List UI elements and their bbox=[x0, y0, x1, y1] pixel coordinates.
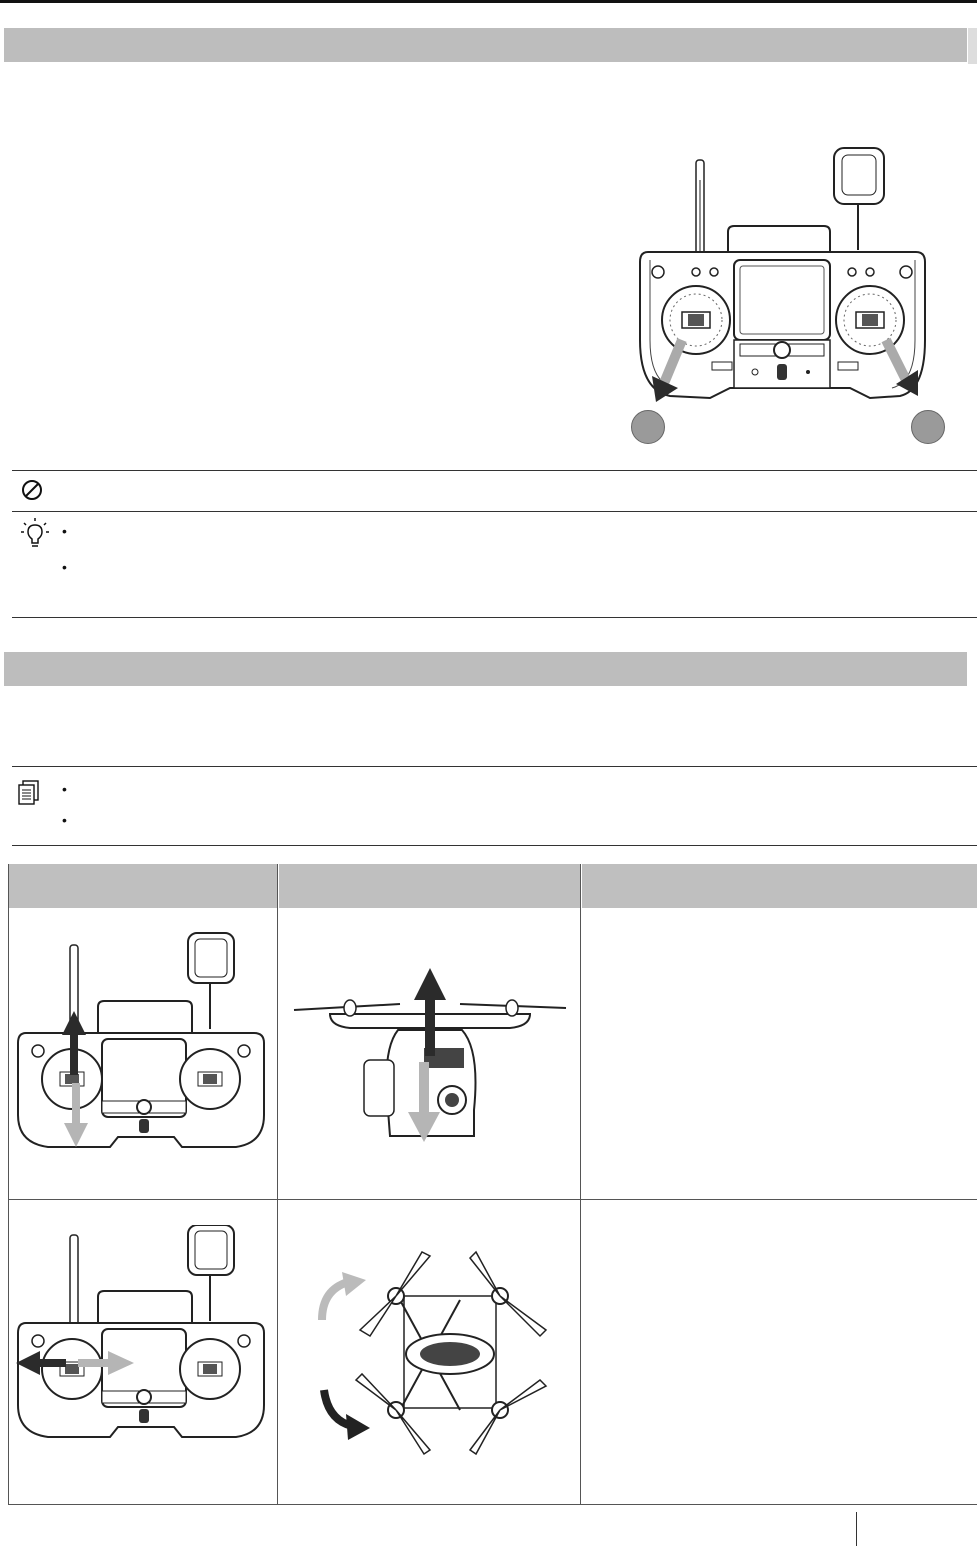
marker-circle-right bbox=[911, 410, 945, 444]
warning-top-rule bbox=[12, 470, 977, 471]
tip-bullet-2: • bbox=[62, 559, 67, 575]
drone-yaw-rotate bbox=[300, 1250, 560, 1460]
table-header-description bbox=[582, 864, 977, 908]
note-bullet-1: • bbox=[62, 781, 67, 797]
controller-left-stick-left-right bbox=[14, 1225, 270, 1455]
top-rule bbox=[0, 0, 977, 3]
marker-circle-left bbox=[631, 410, 665, 444]
section-1-header bbox=[4, 28, 967, 62]
table-col-divider-2 bbox=[580, 864, 581, 1505]
table-col-divider-1 bbox=[277, 864, 278, 1505]
controller-left-stick-up-down bbox=[14, 925, 270, 1155]
footer-separator bbox=[856, 1512, 857, 1546]
drone-ascend-descend bbox=[290, 960, 570, 1145]
note-bottom-rule bbox=[12, 845, 977, 846]
table-row-divider bbox=[8, 1199, 977, 1200]
tip-bottom-rule bbox=[12, 617, 977, 618]
document-note-icon bbox=[18, 780, 40, 806]
table-header-controller bbox=[9, 864, 277, 908]
section-2-header bbox=[4, 652, 967, 686]
section-1-header-edge bbox=[968, 28, 977, 64]
row-1-description bbox=[596, 925, 966, 945]
table-header-aircraft bbox=[279, 864, 580, 908]
note-top-rule bbox=[12, 766, 977, 767]
controller-illustration-top bbox=[600, 140, 970, 450]
table-bottom-rule bbox=[8, 1504, 977, 1505]
tip-top-rule bbox=[12, 511, 977, 512]
lightbulb-icon bbox=[20, 517, 50, 549]
tip-bullet-1: • bbox=[62, 523, 67, 539]
row-2-description bbox=[596, 1225, 966, 1245]
prohibited-icon bbox=[21, 479, 43, 501]
note-bullet-2: • bbox=[62, 812, 67, 828]
